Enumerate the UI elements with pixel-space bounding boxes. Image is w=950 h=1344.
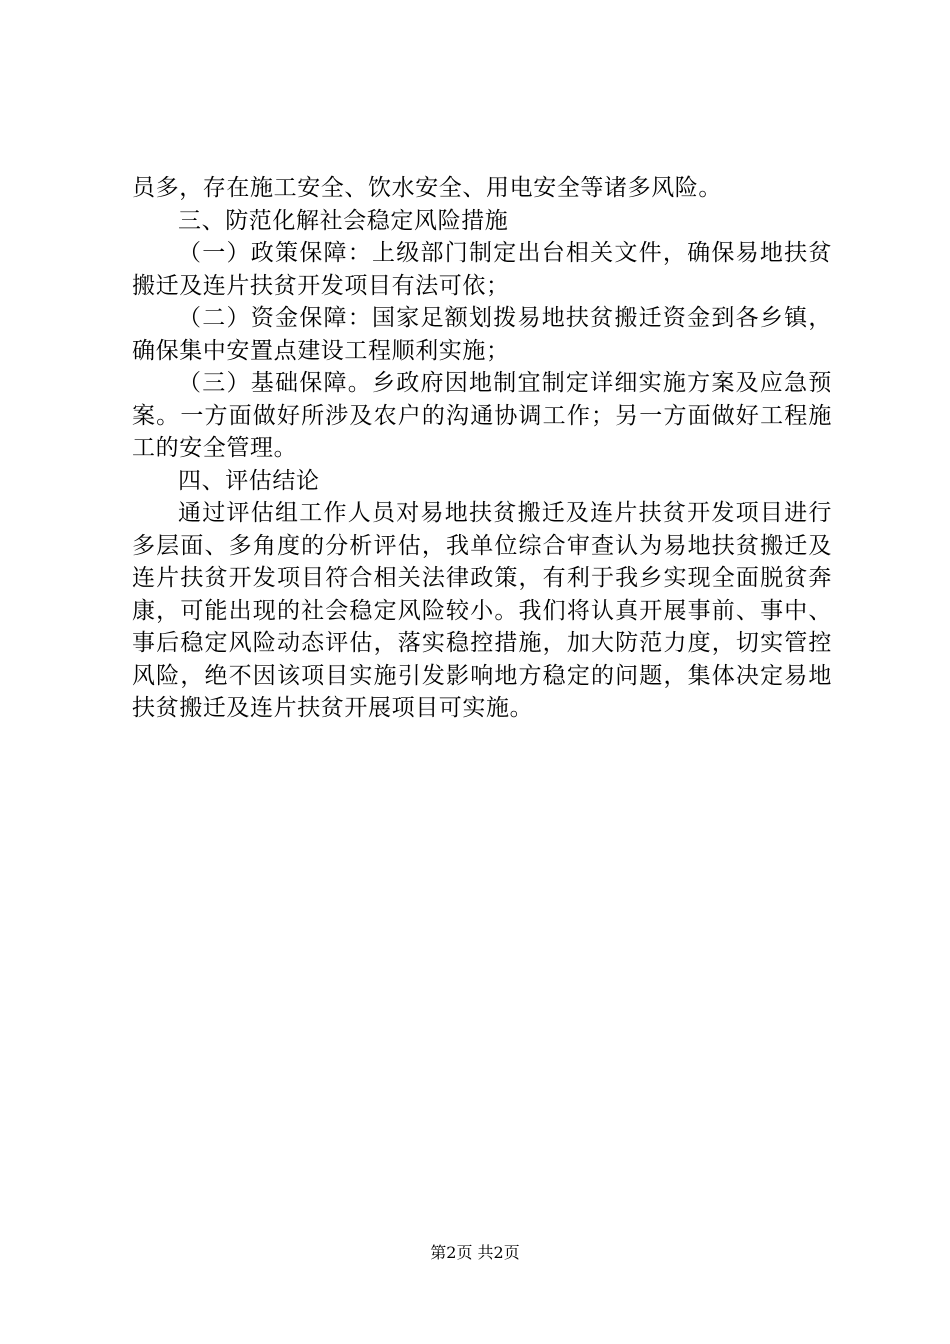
- page-footer: [0, 1243, 950, 1263]
- page-number-label: 第2页 共2页: [430, 1243, 520, 1262]
- paragraph-policy-guarantee: （一）政策保障：上级部门制定出台相关文件，确保易地扶贫搬迁及连片扶贫开发项目有法可依；: [132, 240, 832, 299]
- paragraph-conclusion: 通过评估组工作人员对易地扶贫搬迁及连片扶贫开发项目进行多层面、多角度的分析评估，我单位综合审查认为易地扶贫搬迁及连片扶贫开发项目符合相关法律政策，有利于我乡实现全面脱贫奔康，可能出现的社会稳定风险较小。我们将认真开展事前、事中、事后稳定风险动态评估，落实稳控措施，加大防范力度，切实管控风险，绝不因该项目实施引发影响地方稳定的问题，集体决定易地扶贫搬迁及连片扶贫开展项目可实施。: [132, 500, 832, 721]
- section-heading-risk-measures: 三、防范化解社会稳定风险措施: [178, 207, 509, 234]
- section-heading-conclusion: 四、评估结论: [178, 467, 320, 494]
- paragraph-funding-guarantee: （二）资金保障：国家足额划拨易地扶贫搬迁资金到各乡镇，确保集中安置点建设工程顺利实施；: [132, 305, 832, 364]
- paragraph-basic-guarantee: （三）基础保障。乡政府因地制宜制定详细实施方案及应急预案。一方面做好所涉及农户的沟通协调工作；另一方面做好工程施工的安全管理。: [132, 370, 832, 461]
- paragraph-risk-continuation: 员多，存在施工安全、饮水安全、用电安全等诸多风险。: [132, 175, 722, 201]
- document-body: [132, 172, 832, 725]
